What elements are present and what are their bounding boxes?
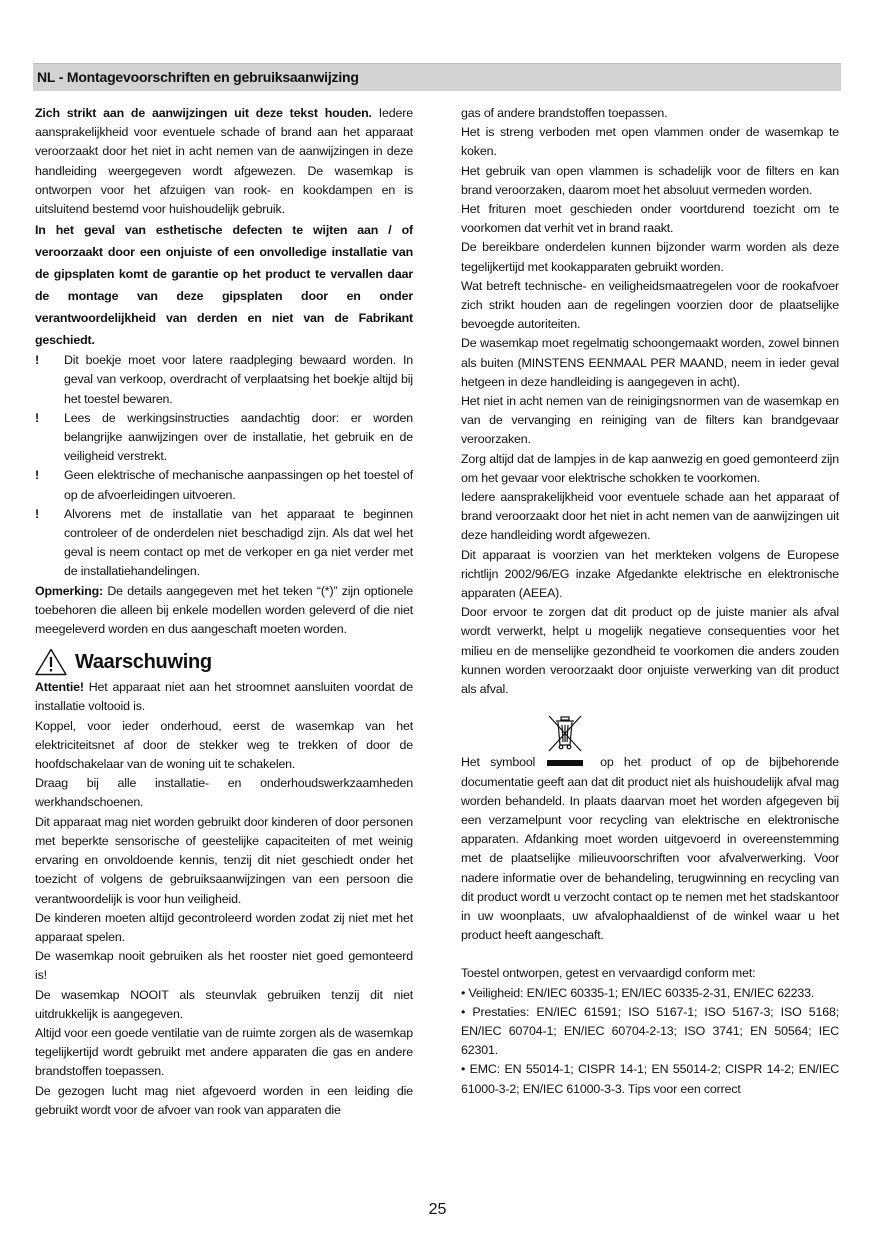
warning-heading [35, 647, 413, 677]
paragraph: Draag bij alle installatie- en onderhoudswerkzaamheden werkhandschoenen. [35, 776, 413, 810]
intro-paragraph [35, 104, 413, 219]
paragraph: Wat betreft technische- en veiligheidsmaatregelen voor de rookafvoer zich strikt houden aan de regelingen voorzien door de plaatselijke bevoegde autoriteiten. [461, 278, 839, 332]
paragraph: Dit apparaat mag niet worden gebruikt door kinderen of door personen met beperkte sensorische of geestelijke capaciteiten of met weinig ervaring en onvoldoende kennis, tenzij dit niet geschiedt onder het toezicht of volgens de gebruiksaanwijzingen van een persoon die verantwoordelijk is voor hun veiligheid. [35, 814, 413, 906]
exclamation-mark: ! [35, 506, 39, 521]
left-column [35, 104, 413, 1120]
exclamation-mark: ! [35, 468, 39, 483]
exclamation-mark: ! [35, 353, 39, 368]
remark-paragraph [35, 582, 413, 640]
paragraph: Door ervoor te zorgen dat dit product op de juiste manier als afval wordt verwerkt, helpt u mogelijk negatieve consequenties voor het milieu en de menselijke gezondheid te voorkomen die anders zouden kunnen worden veroorzaakt door onjuiste verwerking van dit product als afval. [461, 605, 839, 697]
paragraph: De kinderen moeten altijd gecontroleerd worden zodat zij niet met het apparaat spelen. [35, 910, 413, 944]
warning-title: Waarschuwing [75, 650, 212, 673]
page-number: 25 [428, 1201, 447, 1218]
paragraph: Het niet in acht nemen van de reinigingsnormen van de wasemkap en van de vervanging en reiniging van de filters kan brandgevaar veroorzaken. [461, 394, 839, 447]
conformity-item: • Veiligheid: EN/IEC 60335-1; EN/IEC 60335-2-31, EN/IEC 62233. [461, 985, 815, 1000]
paragraph: Het gebruik van open vlammen is schadelijk voor de filters en kan brand veroorzaken, daarom moet het absoluut vermeden worden. [461, 163, 839, 197]
attention-text: Het apparaat niet aan het stroomnet aansluiten voordat de installatie voltooid is. [35, 680, 413, 714]
paragraph: Iedere aansprakelijkheid voor eventuele schade aan het apparaat of brand veroorzaakt door het niet in acht nemen van de aanwijzingen uit deze handleiding wordt afgewezen. [461, 490, 839, 543]
paragraph: De bereikbare onderdelen kunnen bijzonder warm worden als deze tegelijkertijd met kookapparaten gebruikt worden. [461, 240, 839, 274]
paragraph: De gezogen lucht mag niet afgevoerd worden in een leiding die gebruikt wordt voor de afvoer van rook van apparaten die [35, 1083, 413, 1117]
symbol-text: op het product of op de bijbehorende documentatie geeft aan dat dit product niet als huishoudelijk afval mag worden behandeld. In plaats daarvan moet het worden afgegeven bij een verzamelpunt voor recycling van elektrische en elektronische apparaten. Afdanking moet worden uitgevoerd in overeenstemming met de plaatselijke milieuvoorschriften voor afvalverwerking. Voor nadere informatie over de behandeling, terugwinning en recycling van dit product wordt u verzocht contact op te nemen met het stadskantoor in uw woonplaats, uw afvalophaaldienst of de winkel waar u het product heeft aangeschaft. [461, 755, 840, 943]
paragraph: Het frituren moet geschieden onder voortdurend toezicht om te voorkomen dat verhit vet in brand raakt. [461, 202, 839, 236]
list-item [35, 409, 413, 467]
list-item-text: Geen elektrische of mechanische aanpassingen op het toestel of op de afvoerleidingen uitvoeren. [64, 468, 413, 502]
remark-text: De details aangegeven met het teken “(*)” zijn optionele toebehoren die alleen bij enkele modellen worden geleverd of die niet meegeleverd worden en dus aangeschaft moeten worden. [35, 583, 413, 637]
right-column [461, 104, 839, 1099]
paragraph: Het is streng verboden met open vlammen onder de wasemkap te koken. [461, 125, 839, 159]
section-title: NL - Montagevoorschriften en gebruiksaanwijzing [37, 69, 359, 85]
instruction-list [35, 351, 413, 581]
guarantee-notice: In het geval van esthetische defecten te wijten aan / of veroorzaakt door een onjuiste of een onvolledige installatie van de gipsplaten komt de garantie op het product te vervallen daar de montage van deze gipsplaten door en onder verantwoordelijkheid van derden en niet van de Fabrikant geschiedt. [35, 223, 413, 348]
attention-paragraph [35, 678, 413, 716]
paragraph: De wasemkap nooit gebruiken als het rooster niet goed gemonteerd is! [35, 949, 413, 983]
list-item-text: Lees de werkingsinstructies aandachtig door: er worden belangrijke aanwijzingen over de installatie, het gebruik en de veiligheid verstrekt. [64, 410, 413, 464]
paragraph: De wasemkap NOOIT als steunvlak gebruiken tenzij dit niet uitdrukkelijk is aangegeven. [35, 987, 413, 1021]
exclamation-mark: ! [35, 410, 39, 425]
paragraph: Altijd voor een goede ventilatie van de ruimte zorgen als de wasemkap tegelijkertijd wordt gebruikt met andere apparaten die gas en andere brandstoffen toepassen. [35, 1025, 413, 1079]
conformity-intro: Toestel ontworpen, getest en vervaardigd conform met: [461, 966, 756, 981]
remark-label: Opmerking: [35, 583, 104, 598]
symbol-paragraph [461, 753, 839, 945]
paragraph: Dit apparaat is voorzien van het merkteken volgens de Europese richtlijn 2002/96/EG inzake Afgedankte elektrische en elektronische apparaten (AEEA). [461, 547, 839, 601]
paragraph: gas of andere brandstoffen toepassen. [461, 106, 668, 120]
list-item-text: Alvorens met de installatie van het apparaat te beginnen controleer of de onderdelen niet beschadigd zijn. Als dat wel het geval is neem contact op met de verkoper en ga niet verder met de installatiehandelingen. [64, 506, 413, 579]
list-item [35, 351, 413, 409]
black-bar-symbol [547, 760, 583, 766]
spacer [461, 945, 839, 964]
list-item [35, 466, 413, 504]
symbol-lead: Het symbool [461, 755, 536, 770]
conformity-item: • Prestaties: EN/IEC 61591; ISO 5167-1; ISO 5167-3; ISO 5168; EN/IEC 60704-1; EN/IEC 60704-2-13; ISO 3741; EN 50564; IEC 62301. [461, 1004, 839, 1058]
section-header-bar [33, 63, 841, 91]
paragraph: Zorg altijd dat de lampjes in de kap aanwezig en goed gemonteerd zijn om het gevaar voor elektrische schokken te voorkomen. [461, 451, 839, 485]
intro-bold: Zich strikt aan de aanwijzingen uit deze tekst houden. [35, 106, 372, 120]
warning-triangle-icon [35, 648, 67, 676]
paragraph: De wasemkap moet regelmatig schoongemaakt worden, zowel binnen als buiten (MINSTENS EENMAAL PER MAAND, neem in ieder geval hetgeen in deze handleiding is aangegeven in acht). [461, 336, 839, 389]
paragraph: Koppel, voor ieder onderhoud, eerst de wasemkap van het elektriciteitsnet af door de stekker weg te trekken of door de hoofdschakelaar van de woning uit te schakelen. [35, 718, 413, 772]
conformity-item: • EMC: EN 55014-1; CISPR 14-1; EN 55014-2; CISPR 14-2; EN/IEC 61000-3-2; EN/IEC 61000-3-3. Tips voor een correct [461, 1062, 839, 1096]
list-item [35, 505, 413, 582]
list-item-text: Dit boekje moet voor latere raadpleging bewaard worden. In geval van verkoop, overdracht of verplaatsing het boekje altijd bij het toestel bewaren. [64, 353, 413, 406]
crossed-bin-icon [545, 713, 585, 753]
attention-label: Attentie! [35, 680, 84, 695]
intro-text: Iedere aansprakelijkheid voor eventuele schade of brand aan het apparaat veroorzaakt door het niet in acht nemen van de aanwijzingen in deze handleiding weergegeven wordt afgewezen. De wasemkap is ontworpen voor het afzuigen van rook- en kookdampen en is uitsluitend bestemd voor huishoudelijk gebruik. [35, 106, 414, 217]
weee-symbol-area [461, 713, 839, 753]
